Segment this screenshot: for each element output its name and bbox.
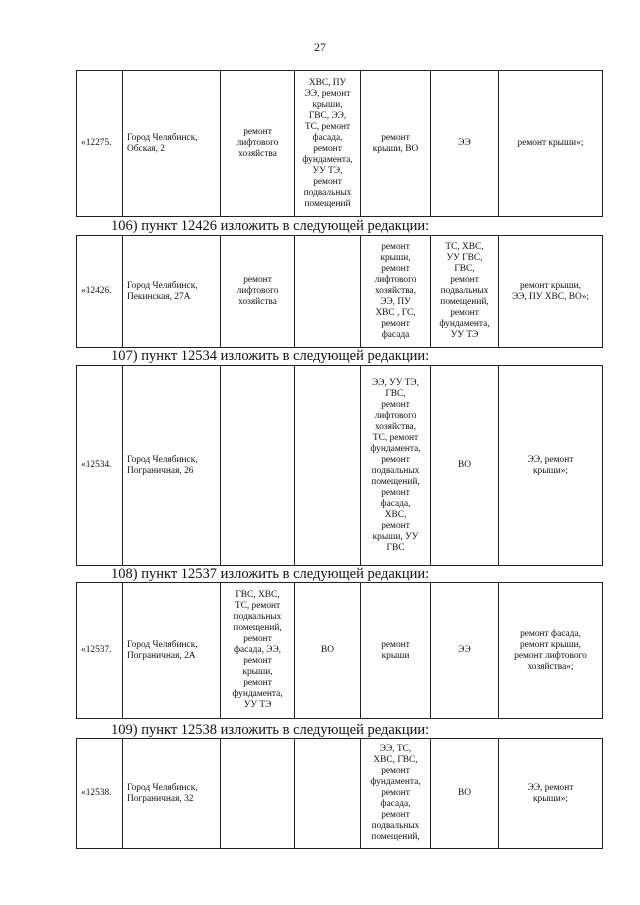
address-cell: Город Челябинск, Пограничная, 32 <box>123 739 221 849</box>
work-cell-4 <box>295 236 361 348</box>
work-cell-4 <box>295 739 361 849</box>
work-cell-5: ЭЭ, ТС, ХВС, ГВС, ремонт фундамента, ремонт фасада, ремонт подвальных помещений, <box>361 739 431 849</box>
work-cell-4: ХВС, ПУ ЭЭ, ремонт крыши, ГВС, ЭЭ, ТС, ремонт фасада, ремонт фундамента, УУ ТЭ, ремонт подвальных помещений <box>295 71 361 217</box>
row-number: «12538. <box>77 739 123 849</box>
table-row <box>77 739 603 849</box>
work-cell-6: ВО <box>431 739 499 849</box>
table-row <box>77 366 603 566</box>
address-cell: Город Челябинск, Пекинская, 27А <box>123 236 221 348</box>
work-cell-7: ремонт фасада, ремонт крыши, ремонт лифтового хозяйства»; <box>499 583 603 719</box>
work-cell-7: ремонт крыши, ЭЭ, ПУ ХВС, ВО»; <box>499 236 603 348</box>
section-heading-108: 108) пункт 12537 изложить в следующей редакции: <box>111 566 430 582</box>
page-number: 27 <box>314 40 326 54</box>
work-cell-4 <box>295 366 361 566</box>
row-number: «12537. <box>77 583 123 719</box>
table-12538 <box>76 738 603 849</box>
work-cell-5: ремонт крыши, ВО <box>361 71 431 217</box>
work-cell-7: ремонт крыши»; <box>499 71 603 217</box>
section-heading-107: 107) пункт 12534 изложить в следующей редакции: <box>111 348 430 364</box>
table-12537 <box>76 582 603 719</box>
work-cell-3 <box>221 366 295 566</box>
work-cell-5: ремонт крыши <box>361 583 431 719</box>
table-12426 <box>76 235 603 348</box>
work-cell-3 <box>221 739 295 849</box>
work-cell-6: ЭЭ <box>431 71 499 217</box>
work-cell-5: ЭЭ, УУ ТЭ, ГВС, ремонт лифтового хозяйства, ТС, ремонт фундамента, ремонт подвальных помещений, ремонт фасада, ХВС, ремонт крыши, УУ ГВС <box>361 366 431 566</box>
row-number: «12426. <box>77 236 123 348</box>
section-heading-109: 109) пункт 12538 изложить в следующей редакции: <box>111 722 430 738</box>
work-cell-4: ВО <box>295 583 361 719</box>
work-cell-6: ВО <box>431 366 499 566</box>
work-cell-6: ЭЭ <box>431 583 499 719</box>
address-cell: Город Челябинск, Обская, 2 <box>123 71 221 217</box>
row-number: «12275. <box>77 71 123 217</box>
table-row <box>77 71 603 217</box>
table-12534 <box>76 365 603 566</box>
table-12275 <box>76 70 603 217</box>
section-heading-106: 106) пункт 12426 изложить в следующей редакции: <box>111 218 430 234</box>
table-row <box>77 583 603 719</box>
table-row <box>77 236 603 348</box>
address-cell: Город Челябинск, Пограничная, 2А <box>123 583 221 719</box>
work-cell-3: ремонт лифтового хозяйства <box>221 236 295 348</box>
address-cell: Город Челябинск, Пограничная, 26 <box>123 366 221 566</box>
work-cell-7: ЭЭ, ремонт крыши»; <box>499 739 603 849</box>
row-number: «12534. <box>77 366 123 566</box>
work-cell-6: ТС, ХВС, УУ ГВС, ГВС, ремонт подвальных помещений, ремонт фундамента, УУ ТЭ <box>431 236 499 348</box>
work-cell-7: ЭЭ, ремонт крыши»; <box>499 366 603 566</box>
work-cell-5: ремонт крыши, ремонт лифтового хозяйства, ЭЭ, ПУ ХВС , ГС, ремонт фасада <box>361 236 431 348</box>
work-cell-3: ремонт лифтового хозяйства <box>221 71 295 217</box>
work-cell-3: ГВС, ХВС, ТС, ремонт подвальных помещений, ремонт фасада, ЭЭ, ремонт крыши, ремонт фундамента, УУ ТЭ <box>221 583 295 719</box>
